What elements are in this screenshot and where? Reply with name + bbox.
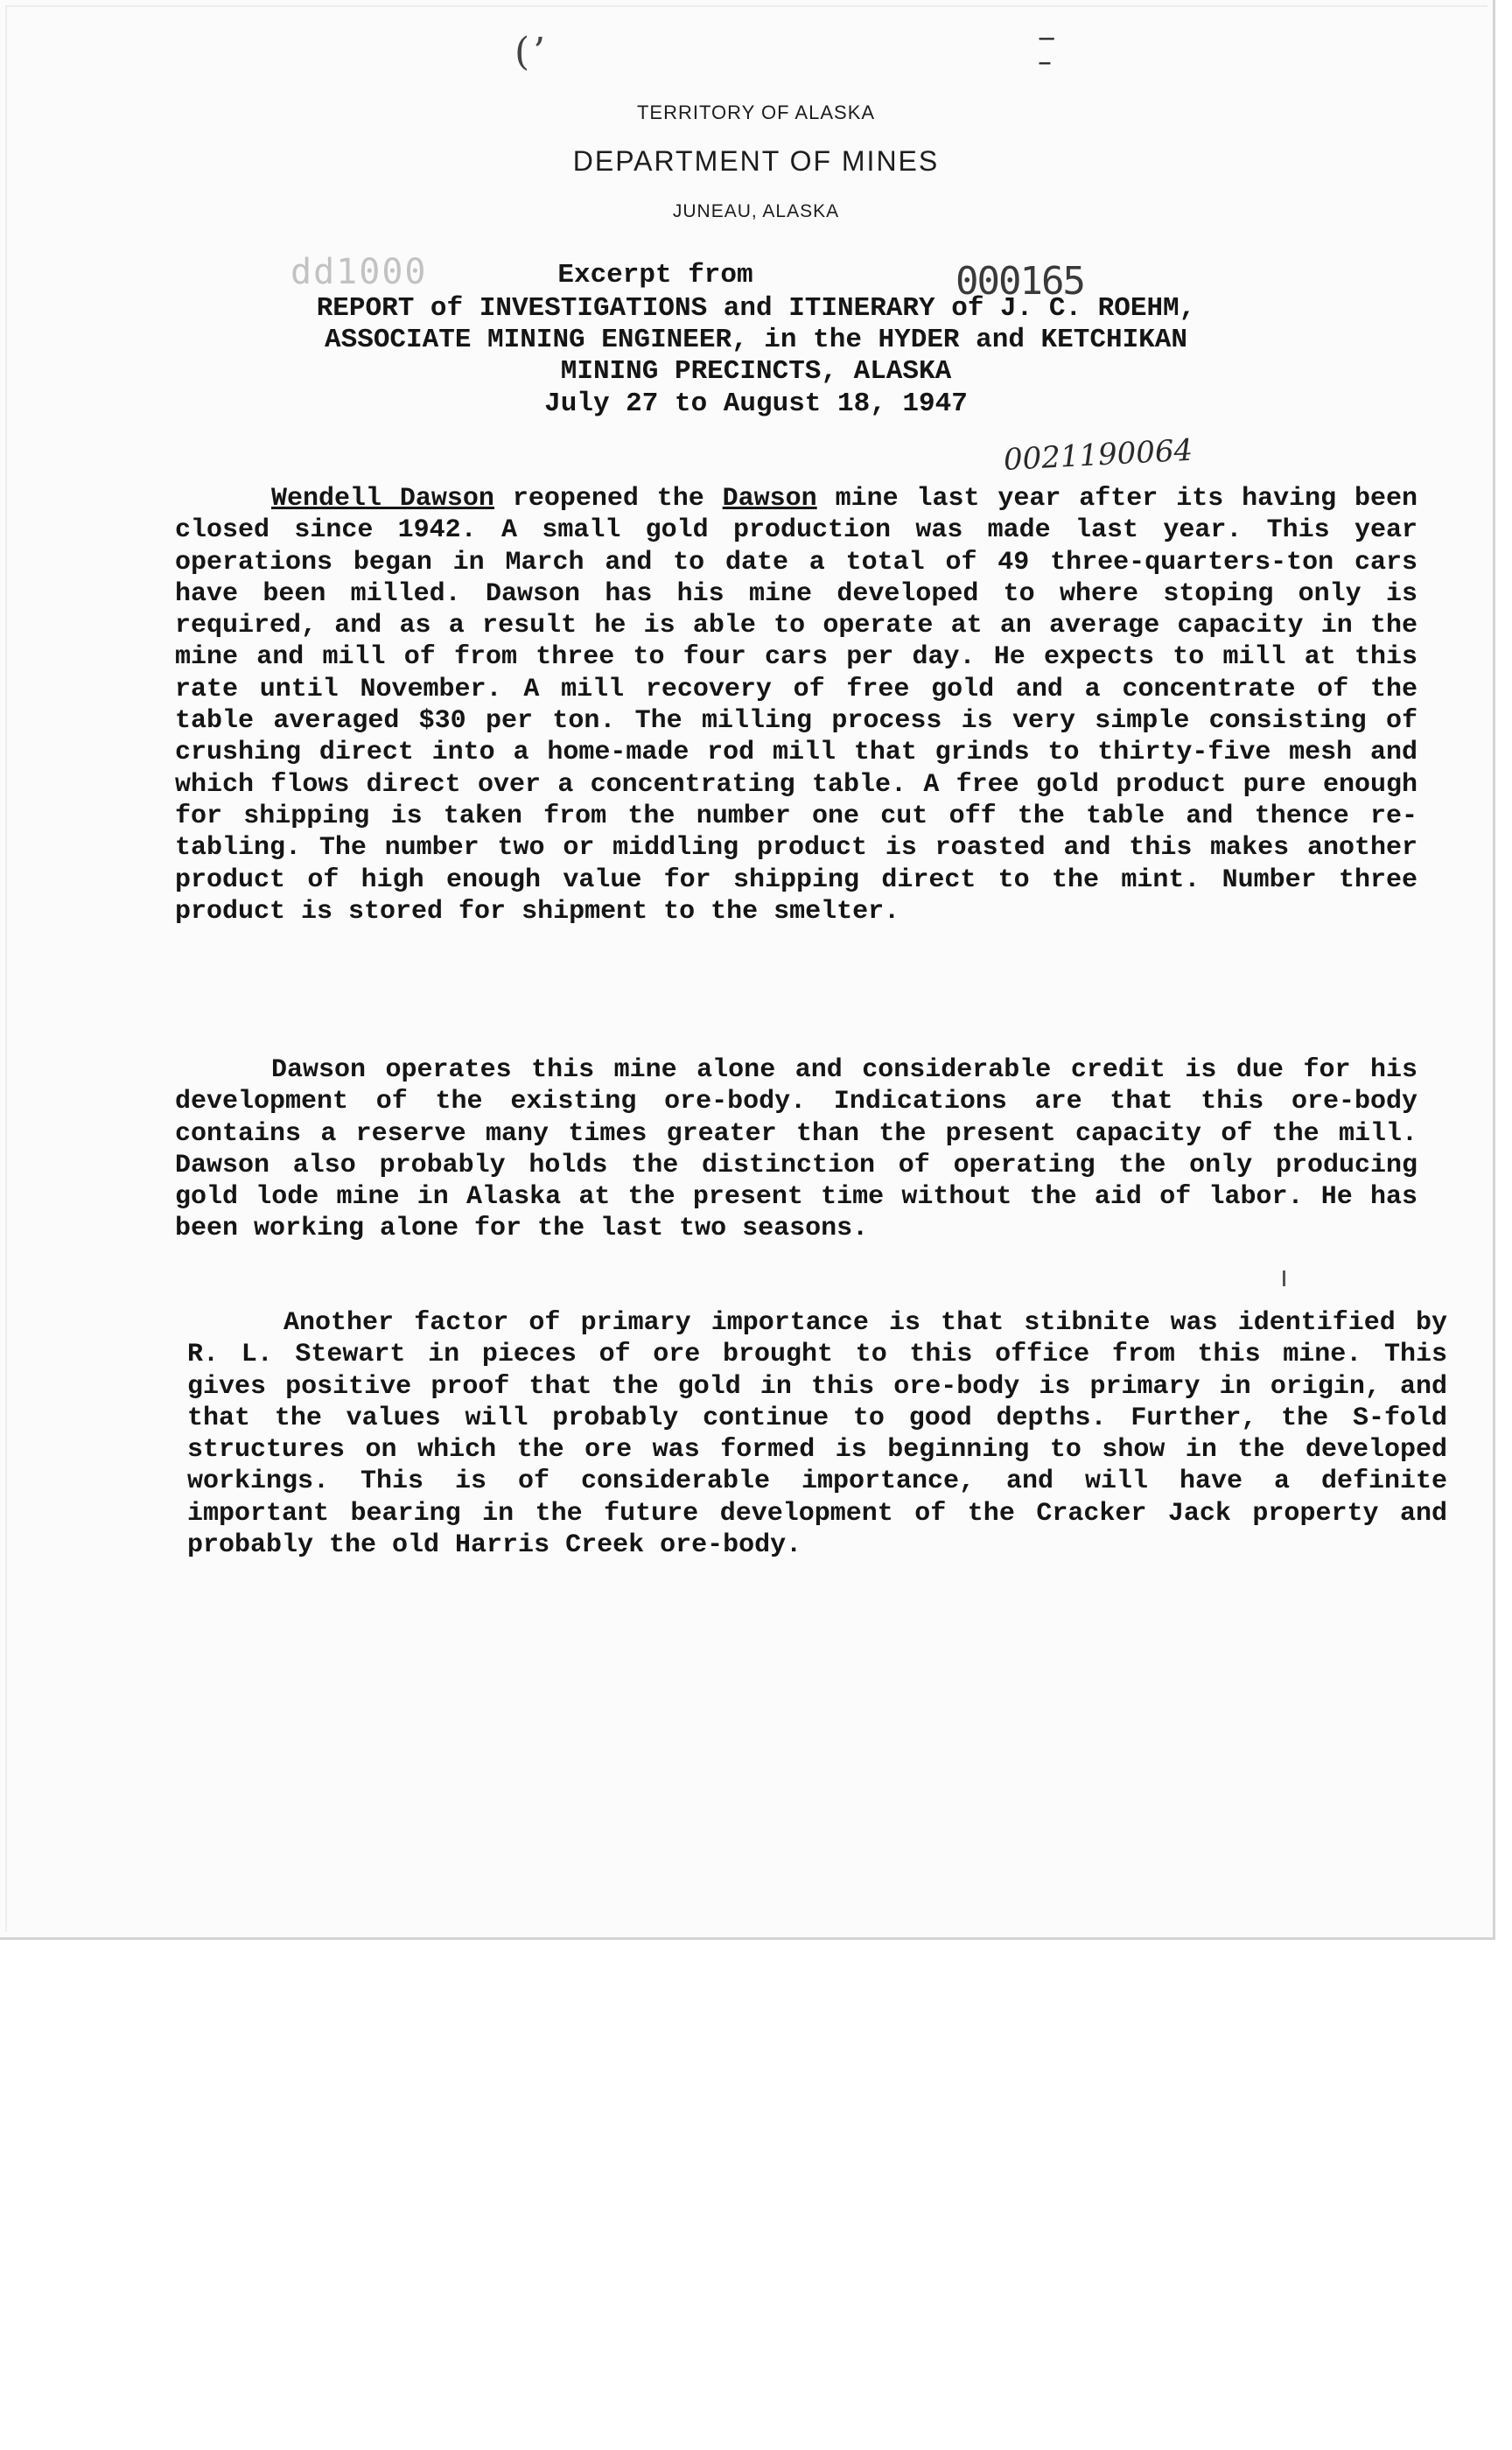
mine-name: Dawson: [722, 484, 817, 514]
heading-precincts: MINING PRECINCTS, ALASKA: [560, 356, 952, 387]
paragraph-dawson-mine: Wendell Dawson reopened the Dawson mine last year after its having been closed since 1942. A small gold production was made last year. This year operations began in March and to date a total of 49 three-quarters-ton cars have been milled. Dawson has his mine developed to where stoping only is required, and as a result he is able to operate at an average capacity in the mine and mill of from three to four cars per day. He expects to mill at this rate until November. A mill recovery of free gold and a concentrate of the table averaged $30 per ton. The milling process is very simple consisting of crushing direct into a home-made rod mill that grinds to thirty-five mesh and which flows direct over a concentrating table. A free gold product pure enough for shipping is taken from the number one cut off the table and thence re-tabling. The number two or middling product is roasted and this makes another product of high enough value for shipping direct to the mint. Number three product is stored for shipment to the smelter.: [175, 484, 1418, 927]
heading-excerpt: Excerpt from: [557, 260, 753, 290]
heading-report-title: REPORT of INVESTIGATIONS and ITINERARY of J. C. ROEHM,: [316, 293, 1196, 324]
margin-tick-mark: [1283, 1270, 1285, 1286]
letterhead-department: DEPARTMENT OF MINES: [572, 145, 940, 177]
letterhead-location: JUNEAU, ALASKA: [672, 201, 840, 221]
top-left-scrawl: (’: [514, 30, 550, 74]
paragraph-operations: Dawson operates this mine alone and considerable credit is due for his development of the existing ore-body. Indications are that this ore-body contains a reserve many times greater than the present capacity of the mill. Dawson also probably holds the distinction of operating the only producing gold lode mine in Alaska at the present time without the aid of labor. He has been working alone for the last two seasons.: [175, 1055, 1418, 1244]
person-name: Wendell Dawson: [271, 484, 494, 514]
heading-dates: July 27 to August 18, 1947: [544, 388, 968, 419]
heading-engineer: ASSOCIATE MINING ENGINEER, in the HYDER and KETCHIKAN: [325, 325, 1187, 355]
top-right-scrawl: ‒ –: [1038, 20, 1056, 78]
faint-stamp: dd1000: [290, 252, 428, 292]
blank-area: [0, 1942, 1512, 2450]
paragraph-stibnite: Another factor of primary importance is that stibnite was identified by R. L. Stewart in pieces of ore brought to this office from this mine. This gives positive proof that the gold in this ore-body is primary in origin, and that the values will probably continue to good depths. Further, the S-fold structures on which the ore was formed is beginning to show in the developed workings. This is of considerable importance, and will have a definite important bearing in the future development of the Cracker Jack property and probably the old Harris Creek ore-body.: [187, 1308, 1447, 1561]
handwritten-number: 0021190064: [1003, 432, 1194, 478]
document-number-stamp: 000165: [956, 259, 1084, 304]
letterhead-territory: TERRITORY OF ALASKA: [636, 102, 876, 123]
